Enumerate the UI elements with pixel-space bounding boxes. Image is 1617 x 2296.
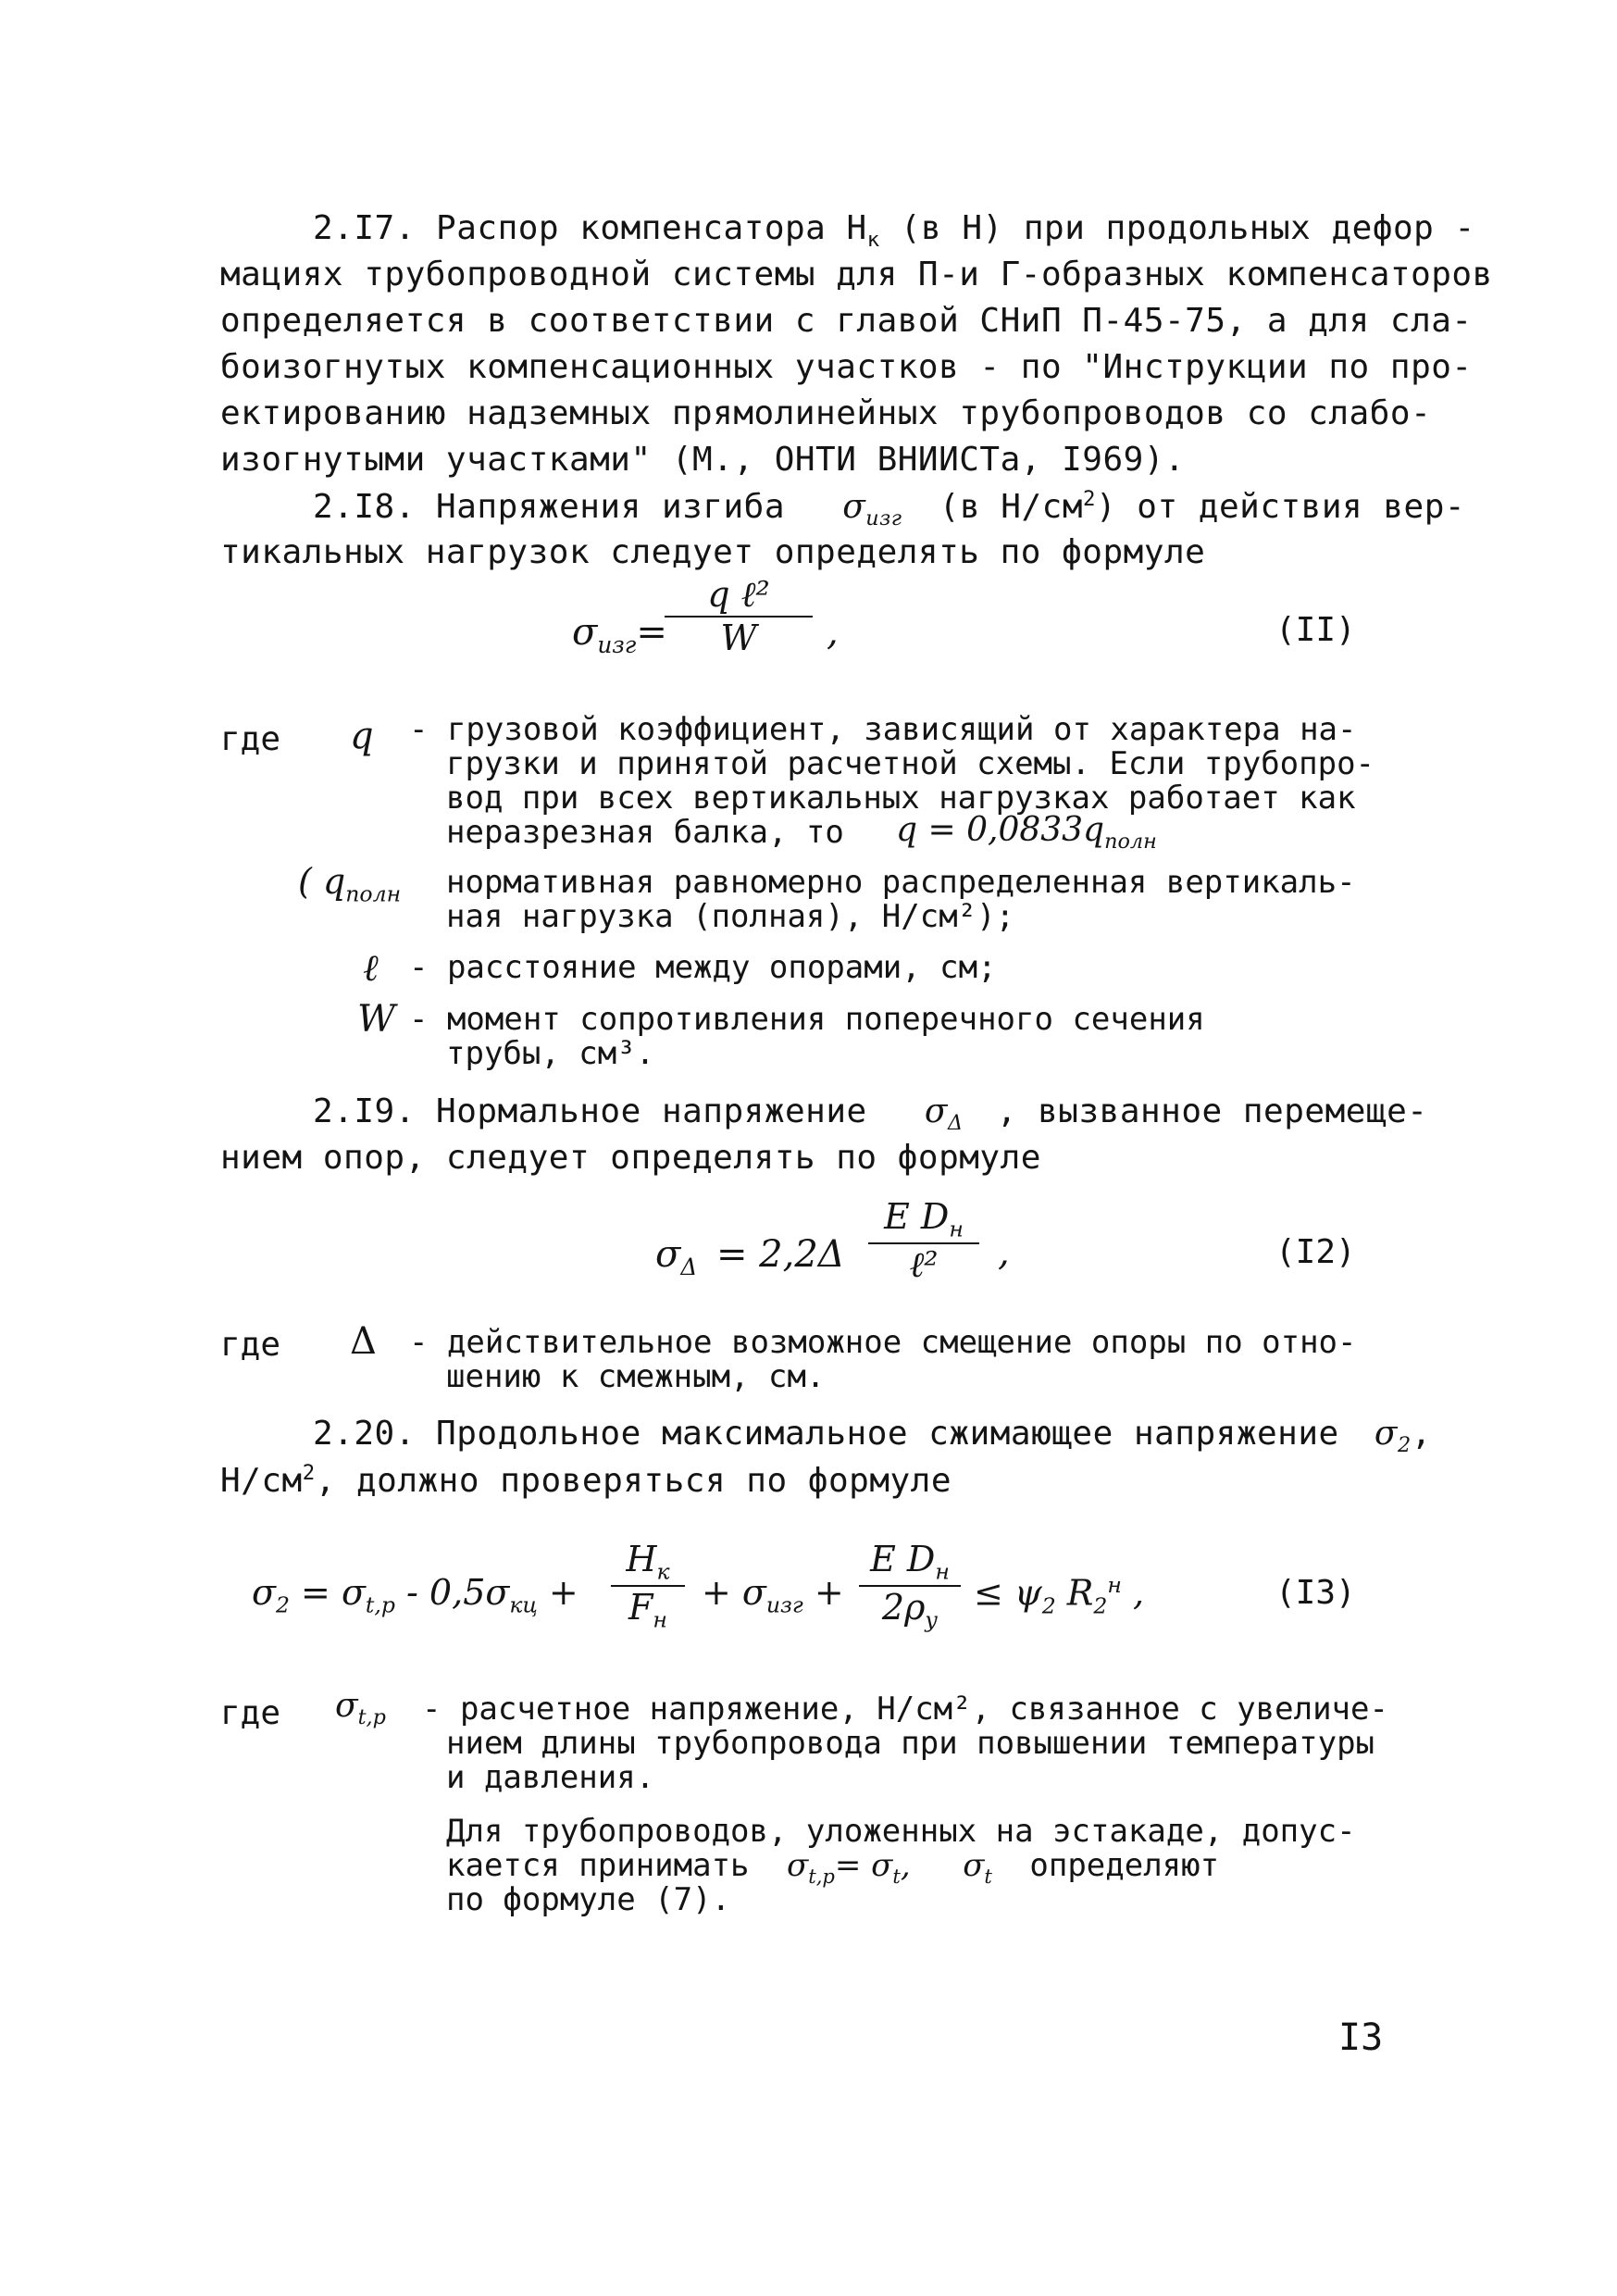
formula-11-comma: , — [827, 611, 839, 654]
delta-symbol: Δ — [350, 1320, 377, 1363]
sigma-2-symbol: $\sigma_2$ — [1374, 1415, 1412, 1458]
para-2-20-line-2: $Н/см^2$, должно проверяться по формуле — [220, 1461, 952, 1500]
equation-number-13: (I3) — [1275, 1574, 1356, 1612]
sigma-tp-symbol: $\sigma_{t,p}$ — [335, 1687, 386, 1730]
l-definition: - расстояние между опорами, см; — [409, 949, 997, 986]
sigma-tp-definition-line-1: - расчетное напряжение, Н/см², связанное с увеличе- — [422, 1691, 1388, 1728]
l-symbol: ℓ — [363, 947, 379, 990]
para-2-17-line-5: ектированию надземных прямолинейных трубопроводов со слабо- — [220, 394, 1432, 432]
para-2-17-line-2: мациях трубопроводной системы для П-и Г-образных компенсаторов — [220, 256, 1493, 293]
formula-11-denominator: W — [720, 618, 757, 658]
sigma-tp-definition-line-2: нием длины трубопровода при повышении температуры — [446, 1725, 1375, 1762]
page-number: I3 — [1338, 2016, 1384, 2059]
delta-definition-line-1: - действительное возможное смещение опоры по отно- — [409, 1324, 1357, 1361]
formula-12-denominator: ℓ² — [909, 1243, 939, 1285]
para-2-17-line-4: боизогнутых компенсационных участков - по "Инструкции по про- — [220, 348, 1473, 386]
para-2-19-line-1: 2.I9. Нормальное напряжение $\sigma_\Delta$ , вызванное перемеще- — [313, 1092, 1428, 1136]
q-definition-line-3: вод при всех вертикальных нагрузках работает как — [446, 780, 1356, 817]
formula-11-lhs: $\sigma_{изг}=$ — [572, 611, 667, 658]
q-poln-definition-line-2: ная нагрузка (полная), Н/см²); — [446, 898, 1015, 935]
q-definition-line-1: - грузовой коэффициент, зависящий от характера на- — [409, 711, 1357, 748]
w-definition-line-2: трубы, см³. — [446, 1035, 655, 1072]
note-formula: $\sigma_{t,p}= \sigma_t$, — [787, 1847, 911, 1888]
q-poln-definition-line-1: нормативная равномерно распределенная вертикаль- — [446, 864, 1356, 901]
w-definition-line-1: - момент сопротивления поперечного сечения — [409, 1001, 1205, 1038]
q-definition-line-4: неразрезная балка, то — [446, 814, 844, 851]
formula-11-fraction — [665, 574, 813, 658]
formula-12-comma: , — [998, 1231, 1010, 1274]
formula-13-part-1: $\sigma_2 = \sigma_{t,p} - 0,5\sigma_{кц}$ + — [252, 1572, 578, 1618]
formula-12-fraction — [868, 1196, 979, 1286]
formula-11-numerator: q ℓ² — [707, 574, 770, 615]
q-poln-symbol: ( $q_{полн}$ — [298, 861, 402, 907]
q-symbol: q — [350, 715, 374, 757]
sigma-bend-symbol: $\sigma_{изг}$ — [842, 488, 902, 531]
equation-number-12: (I2) — [1275, 1233, 1356, 1271]
q-definition-line-2: грузки и принятой расчетной схемы. Если трубопро- — [446, 745, 1375, 782]
where-label-1: где — [220, 720, 281, 758]
where-label-3: где — [220, 1694, 281, 1732]
formula-13-frac2-numerator: E $D_н$ — [870, 1539, 950, 1585]
para-2-17-line-1: 2.I7. Распор компенсатора $Н_к$ (в Н) при продольных дефор - — [313, 209, 1475, 253]
para-2-18-line-2: тикальных нагрузок следует определять по формуле — [220, 533, 1206, 571]
note-line-1: Для трубопроводов, уложенных на эстакаде, допус- — [446, 1813, 1356, 1850]
sigma-delta-symbol: $\sigma_\Delta$ — [924, 1092, 964, 1136]
sigma-tp-definition-line-3: и давления. — [446, 1759, 655, 1796]
formula-12-numerator: E $D_н$ — [884, 1196, 964, 1242]
para-2-17-line-6: изогнутыми участками" (М., ОНТИ ВНИИСТа, I969). — [220, 441, 1186, 479]
equation-number-11: (II) — [1275, 611, 1356, 649]
where-label-2: где — [220, 1326, 281, 1364]
delta-definition-line-2: шению к смежным, см. — [446, 1358, 826, 1395]
para-2-17-line-3: определяется в соответствии с главой СНиП П-45-75, а для сла- — [220, 302, 1473, 340]
q-definition-formula: $q = 0,0833q_{полн}$ — [896, 811, 1157, 855]
formula-13-fraction-2 — [859, 1539, 961, 1632]
note-line-3: по формуле (7). — [446, 1881, 731, 1918]
formula-13-part-3: ≤ $\psi_2$ $R_2^н$ , — [974, 1572, 1145, 1619]
formula-13-fraction-1 — [611, 1539, 685, 1632]
formula-12-lhs: $\sigma_\Delta = 2,2\Delta$ — [655, 1233, 845, 1280]
w-symbol: W — [357, 998, 396, 1041]
note-sigma-t: $\sigma_t$ — [963, 1847, 992, 1888]
formula-13-frac2-denominator: $2\rho_у$ — [881, 1586, 939, 1633]
formula-13-part-2: + $\sigma_{изг}$ + — [702, 1572, 844, 1618]
formula-13-frac1-denominator: $F_н$ — [628, 1586, 667, 1633]
para-2-19-line-2: нием опор, следует определять по формуле — [220, 1139, 1041, 1177]
formula-13-frac1-numerator: $H_к$ — [626, 1539, 670, 1585]
para-2-18-line-1: 2.I8. Напряжения изгиба $\sigma_{изг}$ (в $Н/см^2$) от действия вер- — [313, 487, 1466, 531]
para-2-20-line-1: 2.20. Продольное максимальное сжимающее напряжение $\sigma_2$, — [313, 1415, 1432, 1458]
note-line-2: кается принимать $\sigma_{t,p}= \sigma_t$, $\sigma_t$ определяют — [446, 1847, 1220, 1888]
